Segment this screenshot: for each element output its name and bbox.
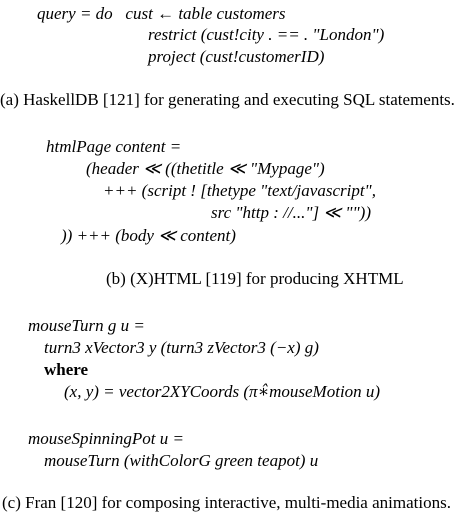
xhtml-code-line-5: )) +++ (body ≪ content) — [61, 226, 236, 245]
xhtml-code-line-1: htmlPage content = — [46, 137, 182, 156]
xhtml-code-line-2: (header ≪ ((thetitle ≪ "Mypage") — [86, 159, 325, 178]
fran-code-line-6: mouseTurn (withColorG green teapot) u — [44, 451, 319, 470]
xhtml-caption: (b) (X)HTML [119] for producing XHTML — [106, 269, 404, 288]
haskelldb-caption: (a) HaskellDB [121] for generating and executing SQL statements. — [0, 90, 455, 109]
xhtml-code-line-3: +++ (script ! [thetype "text/javascript", — [103, 181, 376, 200]
fran-caption: (c) Fran [120] for composing interactive, multi-media animations. — [2, 493, 451, 512]
fran-code-line-3-keyword — [44, 360, 88, 380]
haskelldb-code-line-1: query = do cust ← table customers — [37, 4, 286, 23]
fran-code-line-1: mouseTurn g u = — [28, 316, 145, 335]
fran-code-line-5: mouseSpinningPot u = — [28, 429, 184, 448]
haskelldb-code-line-2: restrict (cust!city . == . "London") — [148, 25, 385, 44]
fran-code-line-4: (x, y) = vector2XYCoords (π∗̂mouseMotion u) — [64, 382, 381, 401]
where-keyword: where — [44, 360, 89, 379]
haskelldb-code-line-3: project (cust!customerID) — [148, 47, 325, 66]
xhtml-code-line-4: src "http : //..."] ≪ "")) — [211, 203, 371, 222]
fran-code-line-2: turn3 xVector3 y (turn3 zVector3 (−x) g) — [44, 338, 319, 357]
